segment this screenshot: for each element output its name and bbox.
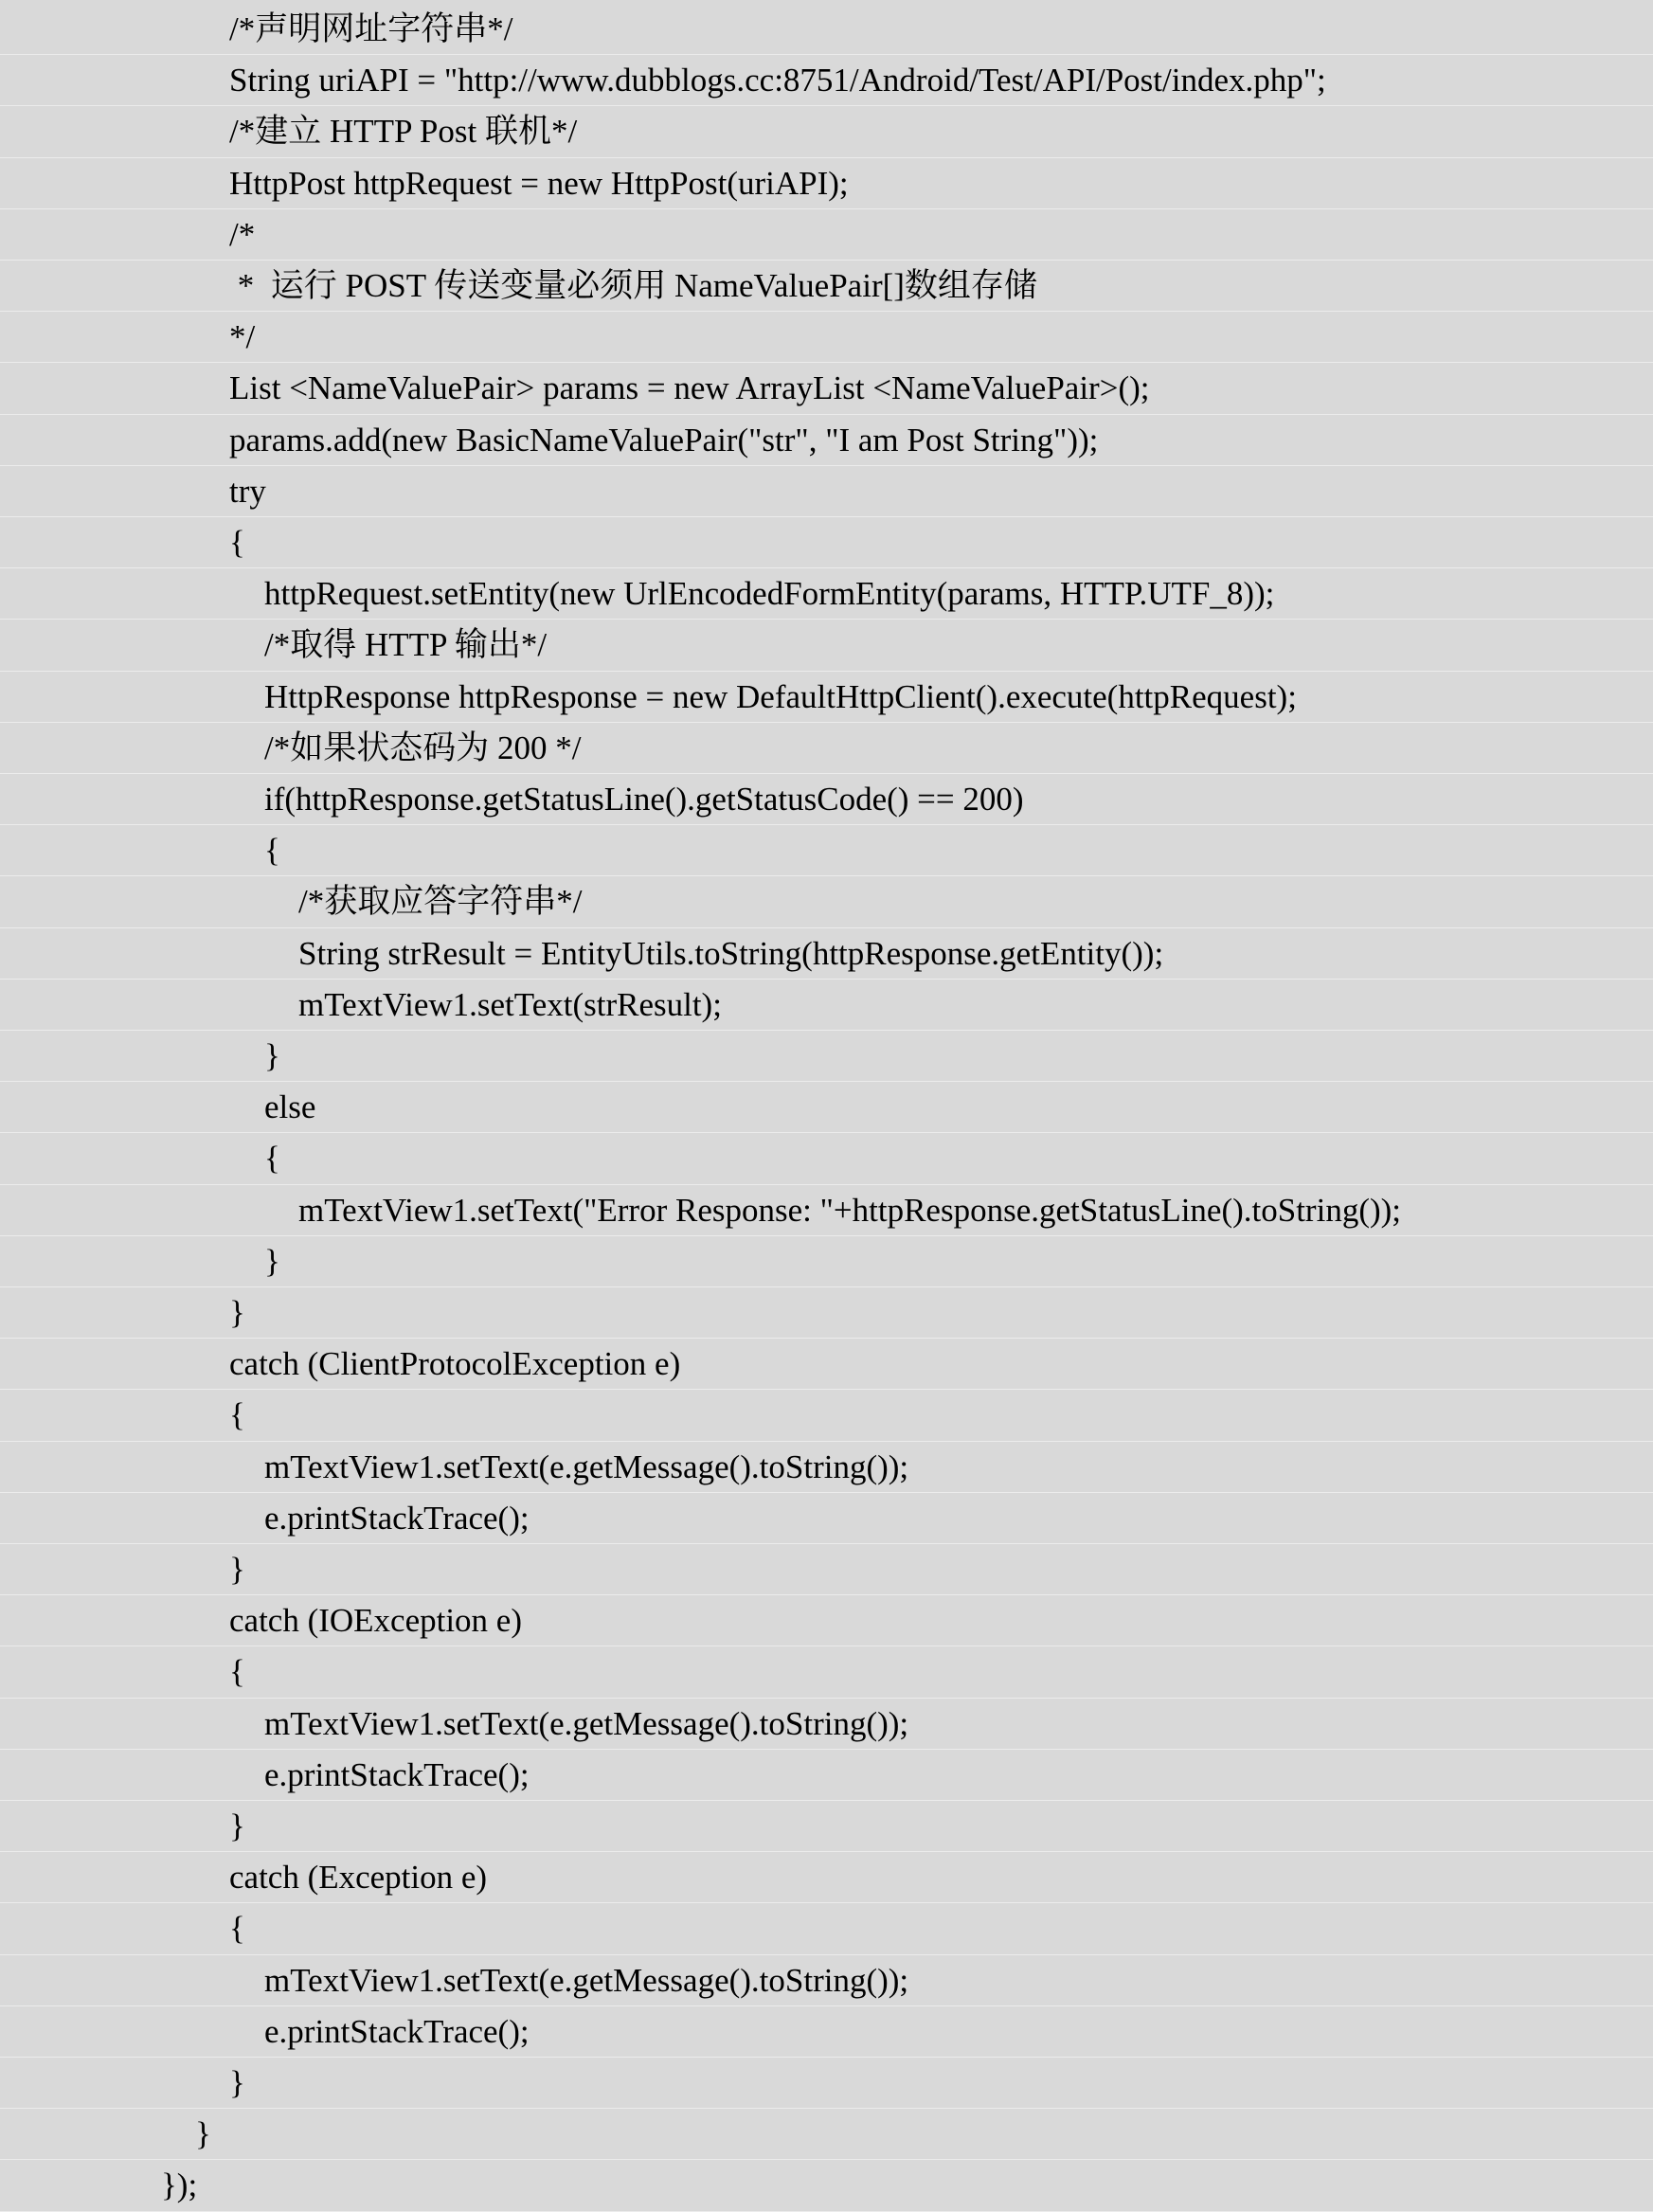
code-line <box>0 209 1653 261</box>
code-line-text: httpRequest.setEntity(new UrlEncodedFormEntity(params, HTTP.UTF_8)); <box>264 575 1275 613</box>
code-line-text: mTextView1.setText(strResult); <box>298 985 722 1023</box>
code-line-text: else <box>264 1088 316 1126</box>
code-line <box>0 1133 1653 1184</box>
code-line <box>0 106 1653 157</box>
code-line-text: } <box>229 2064 245 2101</box>
code-line <box>0 1185 1653 1236</box>
code-line <box>0 825 1653 876</box>
code-line <box>0 1082 1653 1133</box>
code-line-text: { <box>229 1396 245 1434</box>
code-line-text: } <box>264 1037 280 1074</box>
code-line <box>0 1699 1653 1750</box>
code-line <box>0 1339 1653 1390</box>
code-line <box>0 876 1653 927</box>
code-line-text: { <box>264 1140 280 1178</box>
code-line-text: List <NameValuePair> params = new ArrayList <NameValuePair>(); <box>229 369 1150 407</box>
code-line-text: } <box>229 1807 245 1844</box>
code-line-text: try <box>229 472 266 510</box>
code-line-text: { <box>264 832 280 870</box>
code-line <box>0 2160 1653 2211</box>
code-line <box>0 2006 1653 2058</box>
code-line-text: { <box>229 1910 245 1948</box>
code-line <box>0 1442 1653 1493</box>
code-line-text: } <box>229 1294 245 1331</box>
code-line <box>0 1595 1653 1646</box>
code-line <box>0 1801 1653 1852</box>
code-line <box>0 4 1653 55</box>
code-line-text: } <box>264 1242 280 1280</box>
code-line-text: mTextView1.setText(e.getMessage().toString()); <box>264 1704 909 1742</box>
code-line <box>0 774 1653 825</box>
code-line-text: params.add(new BasicNameValuePair("str", "I am Post String")); <box>229 421 1099 459</box>
code-line-text: /*声明网址字符串*/ <box>229 10 513 47</box>
code-line <box>0 1287 1653 1339</box>
code-line-text: /*取得 HTTP 输出*/ <box>264 626 548 664</box>
code-line <box>0 1390 1653 1441</box>
code-line-text: catch (IOException e) <box>229 1602 523 1640</box>
code-line <box>0 2109 1653 2160</box>
code-line <box>0 1955 1653 2006</box>
code-line-text: e.printStackTrace(); <box>264 1755 530 1793</box>
code-line <box>0 723 1653 774</box>
code-line <box>0 1544 1653 1595</box>
code-line-text: /* <box>229 215 256 253</box>
code-line-text: HttpResponse httpResponse = new DefaultHttpClient().execute(httpRequest); <box>264 677 1297 715</box>
code-line-text: */ <box>229 318 256 356</box>
code-line-text: /*获取应答字符串*/ <box>298 883 583 921</box>
code-line-text: }); <box>161 2167 198 2204</box>
code-line <box>0 261 1653 312</box>
code-line <box>0 517 1653 568</box>
code-line <box>0 1031 1653 1082</box>
code-line-text: catch (ClientProtocolException e) <box>229 1345 681 1383</box>
code-line <box>0 672 1653 723</box>
code-line-text: mTextView1.setText("Error Response: "+httpResponse.getStatusLine().toString()); <box>298 1191 1402 1229</box>
code-line-text: /*建立 HTTP Post 联机*/ <box>229 113 578 151</box>
code-line <box>0 980 1653 1031</box>
code-line-text: /*如果状态码为 200 */ <box>264 728 582 766</box>
code-line-text: catch (Exception e) <box>229 1859 488 1897</box>
code-line <box>0 312 1653 363</box>
code-line-text: mTextView1.setText(e.getMessage().toString()); <box>264 1961 909 1999</box>
code-line <box>0 1750 1653 1801</box>
code-line-text: mTextView1.setText(e.getMessage().toString()); <box>264 1448 909 1485</box>
code-line-text: } <box>195 2115 211 2153</box>
code-line <box>0 1493 1653 1544</box>
code-line <box>0 1646 1653 1698</box>
code-line <box>0 1236 1653 1287</box>
code-line <box>0 466 1653 517</box>
code-line <box>0 620 1653 671</box>
code-line-text: { <box>229 524 245 561</box>
code-line <box>0 55 1653 106</box>
code-line-text: String uriAPI = "http://www.dubblogs.cc:8751/Android/Test/API/Post/index.php"; <box>229 62 1326 99</box>
code-line-text: * 运行 POST 传送变量必须用 NameValuePair[]数组存储 <box>229 267 1037 304</box>
code-line <box>0 1903 1653 1954</box>
code-line-text: String strResult = EntityUtils.toString(httpResponse.getEntity()); <box>298 934 1164 972</box>
code-line <box>0 568 1653 620</box>
code-line <box>0 415 1653 466</box>
code-line <box>0 1852 1653 1903</box>
code-line-text: e.printStackTrace(); <box>264 2012 530 2050</box>
code-line-text: if(httpResponse.getStatusLine().getStatusCode() == 200) <box>264 781 1024 818</box>
code-line <box>0 2058 1653 2109</box>
code-line <box>0 158 1653 209</box>
code-line <box>0 363 1653 414</box>
code-line-text: e.printStackTrace(); <box>264 1499 530 1537</box>
code-line-text: } <box>229 1551 245 1588</box>
code-line <box>0 928 1653 980</box>
code-line-text: HttpPost httpRequest = new HttpPost(uriAPI); <box>229 164 849 202</box>
code-line-text: { <box>229 1653 245 1691</box>
